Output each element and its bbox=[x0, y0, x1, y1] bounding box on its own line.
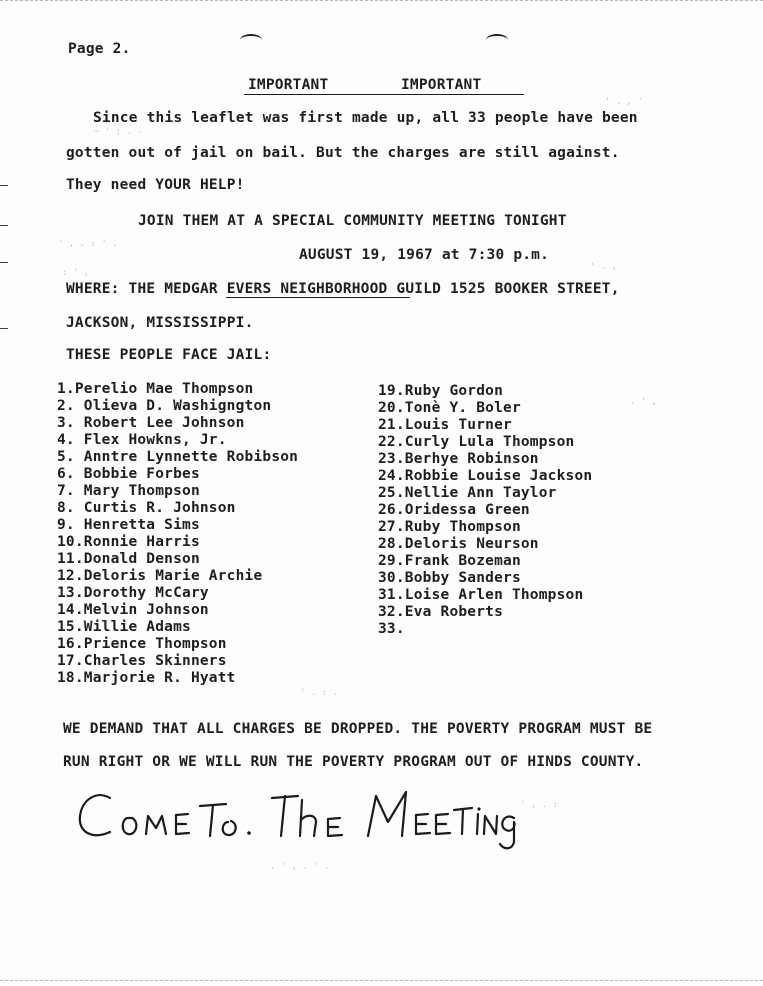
person-entry: 21.Louis Turner bbox=[378, 417, 512, 433]
meeting-location: WHERE: THE MEDGAR EVERS NEIGHBORHOOD GUILD 1525 BOOKER STREET, bbox=[66, 281, 620, 297]
person-entry: 6. Bobbie Forbes bbox=[57, 466, 200, 482]
meeting-city: JACKSON, MISSISSIPPI. bbox=[66, 315, 254, 331]
paragraph-line-1: Since this leaflet was first made up, all 33 people have been bbox=[93, 110, 638, 126]
person-entry: 27.Ruby Thompson bbox=[378, 519, 521, 535]
person-entry: 18.Marjorie R. Hyatt bbox=[57, 670, 236, 686]
margin-mark bbox=[0, 262, 8, 263]
person-entry: 22.Curly Lula Thompson bbox=[378, 434, 575, 450]
person-entry: 4. Flex Howkns, Jr. bbox=[57, 432, 227, 448]
page-bottom-edge bbox=[0, 980, 763, 984]
margin-mark bbox=[0, 185, 8, 186]
meeting-date: AUGUST 19, 1967 at 7:30 p.m. bbox=[299, 247, 550, 263]
scan-noise: ' . : . bbox=[300, 688, 338, 698]
person-entry: 9. Henretta Sims bbox=[57, 517, 200, 533]
person-entry: 12.Deloris Marie Archie bbox=[57, 568, 263, 584]
person-entry: 2. Olieva D. Washigngton bbox=[57, 398, 272, 414]
person-entry: 15.Willie Adams bbox=[57, 619, 191, 635]
heading-important-left: IMPORTANT bbox=[248, 77, 329, 93]
demand-line-2: RUN RIGHT OR WE WILL RUN THE POVERTY PROGRAM OUT OF HINDS COUNTY. bbox=[63, 754, 644, 770]
person-entry: 14.Melvin Johnson bbox=[57, 602, 209, 618]
scan-noise: ' . , bbox=[590, 262, 618, 272]
person-entry: 29.Frank Bozeman bbox=[378, 553, 521, 569]
people-heading: THESE PEOPLE FACE JAIL: bbox=[66, 347, 272, 363]
scan-noise: ' , . : ' . bbox=[58, 239, 118, 249]
scan-noise: : ' , bbox=[62, 268, 90, 278]
page-top-edge bbox=[0, 0, 763, 4]
person-entry: 23.Berhye Robinson bbox=[378, 451, 539, 467]
people-list-right bbox=[378, 383, 592, 638]
person-entry: 33. bbox=[378, 621, 405, 637]
scan-noise: ~ ' : . - bbox=[94, 127, 143, 137]
handwritten-come-to-the-meeting bbox=[76, 778, 516, 852]
heading-important-right: IMPORTANT bbox=[401, 77, 482, 93]
person-entry: 31.Loise Arlen Thompson bbox=[378, 587, 584, 603]
person-entry: 5. Anntre Lynnette Robibson bbox=[57, 449, 299, 465]
person-entry: 11.Donald Denson bbox=[57, 551, 200, 567]
people-list-left bbox=[57, 381, 298, 687]
scan-noise: ' , . : bbox=[520, 800, 558, 810]
demand-line-1: WE DEMAND THAT ALL CHARGES BE DROPPED. THE POVERTY PROGRAM MUST BE bbox=[63, 721, 653, 737]
person-entry: 16.Prience Thompson bbox=[57, 636, 227, 652]
margin-mark bbox=[0, 328, 8, 329]
punch-mark-left bbox=[240, 34, 262, 46]
margin-mark bbox=[0, 225, 8, 226]
location-underline bbox=[226, 297, 410, 298]
page-label: Page 2. bbox=[68, 41, 131, 57]
person-entry: 10.Ronnie Harris bbox=[57, 534, 200, 550]
person-entry: 30.Bobby Sanders bbox=[378, 570, 521, 586]
person-entry: 8. Curtis R. Johnson bbox=[57, 500, 236, 516]
person-entry: 13.Dorothy McCary bbox=[57, 585, 209, 601]
paragraph-line-3: They need YOUR HELP! bbox=[66, 177, 245, 193]
person-entry: 32.Eva Roberts bbox=[378, 604, 504, 620]
person-entry: 1.Perelio Mae Thompson bbox=[57, 381, 254, 397]
heading-underline bbox=[244, 94, 524, 95]
scan-noise: . ' , bbox=[630, 397, 658, 407]
scan-noise: ' . , ' bbox=[605, 97, 643, 107]
paragraph-line-2: gotten out of jail on bail. But the charges are still against. bbox=[66, 145, 620, 161]
person-entry: 17.Charles Skinners bbox=[57, 653, 227, 669]
punch-mark-right bbox=[486, 34, 508, 46]
person-entry: 26.Oridessa Green bbox=[378, 502, 530, 518]
scan-noise: . ' , . ' . bbox=[270, 862, 330, 872]
meeting-announcement: JOIN THEM AT A SPECIAL COMMUNITY MEETING TONIGHT bbox=[138, 213, 567, 229]
person-entry: 25.Nellie Ann Taylor bbox=[378, 485, 557, 501]
person-entry: 19.Ruby Gordon bbox=[378, 383, 504, 399]
person-entry: 3. Robert Lee Johnson bbox=[57, 415, 245, 431]
person-entry: 28.Deloris Neurson bbox=[378, 536, 539, 552]
person-entry: 7. Mary Thompson bbox=[57, 483, 200, 499]
person-entry: 24.Robbie Louise Jackson bbox=[378, 468, 593, 484]
person-entry: 20.Tonè Y. Boler bbox=[378, 400, 521, 416]
